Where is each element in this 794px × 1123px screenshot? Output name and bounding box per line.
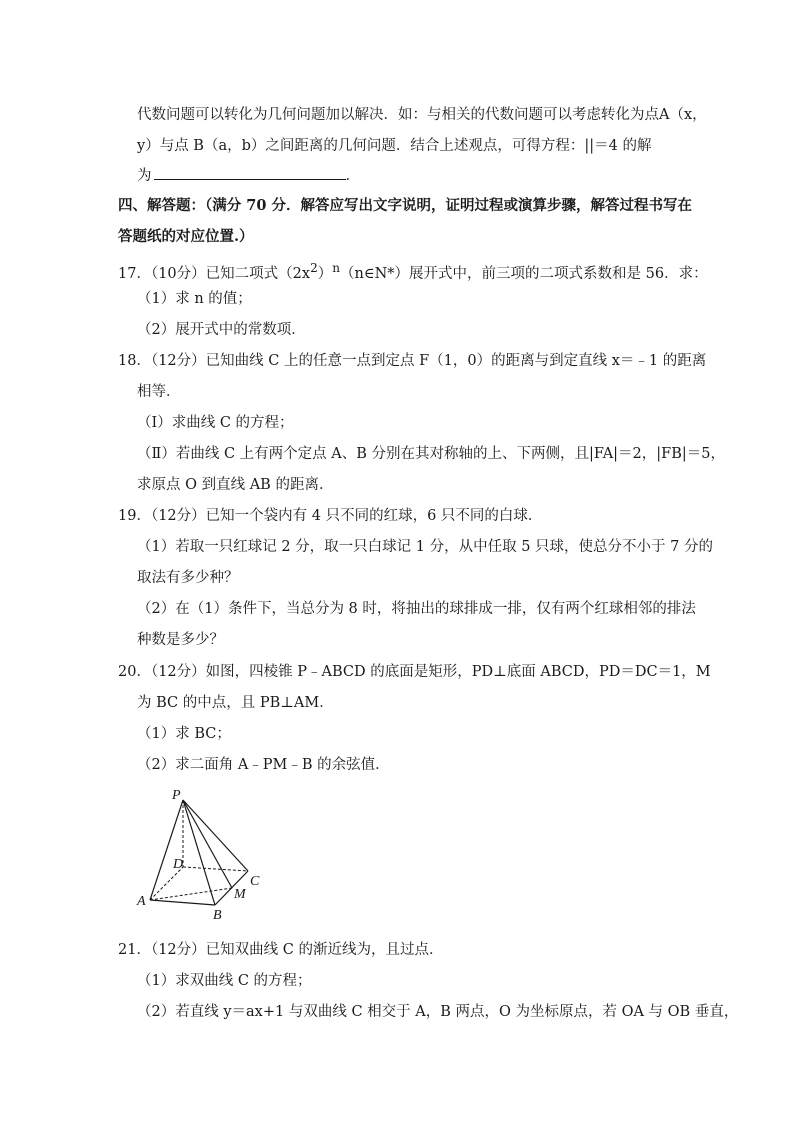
q17-sup-n: n [332, 261, 341, 275]
label-a: A [137, 894, 146, 909]
intro-line-3-prefix: 为 [137, 168, 152, 184]
section-heading-line-2: 答题纸的对应位置.） [118, 228, 254, 245]
answer-blank [154, 165, 346, 180]
q20-part-2: （2）求二面角 A﹣PM﹣B 的余弦值． [137, 757, 390, 773]
edge-pa [150, 800, 183, 900]
q19-part-2-line-1: （2）在（1）条件下，当总分为 8 时，将抽出的球排成一排，仅有两个红球相邻的排法 [137, 601, 696, 617]
label-d: D [173, 857, 184, 872]
edge-pb [183, 800, 215, 905]
section-heading-line-1: 四、解答题：（满分 70 分．解答应写出文字说明，证明过程或演算步骤，解答过程书写在 [118, 197, 693, 214]
edge-dc-hidden [183, 867, 248, 871]
intro-line-1: 代数问题可以转化为几何问题加以解决．如：与相关的代数问题可以考虑转化为点A（x， [137, 107, 707, 123]
intro-line-3-suffix: ． [345, 168, 360, 184]
q21-part-2: （2）若直线 y＝ax+1 与双曲线 C 相交于 A，B 两点，O 为坐标原点，若 OA 与 OB 垂直， [137, 1004, 739, 1020]
q20-stem-line-1: 20．（12分）如图，四棱锥 P﹣ABCD 的底面是矩形，PD⊥底面 ABCD，PD＝DC＝1，M [118, 664, 711, 680]
q19-part-2-line-2: 种数是多少？ [137, 632, 224, 648]
pyramid-figure [130, 785, 280, 925]
q19-stem: 19．（12分）已知一个袋内有 4 只不同的红球，6 只不同的白球． [118, 508, 543, 524]
q19-part-1-line-1: （1）若取一只红球记 2 分，取一只白球记 1 分，从中任取 5 只球，使总分不小于 7 分的 [137, 539, 713, 555]
edge-am-hidden [150, 888, 232, 900]
q18-stem-line-2: 相等． [137, 384, 181, 400]
q20-part-1: （1）求 BC； [137, 726, 231, 742]
q19-part-1-line-2: 取法有多少种？ [137, 570, 239, 586]
label-b: B [213, 908, 222, 923]
q21-stem: 21．（12分）已知双曲线 C 的渐近线为，且过点． [118, 942, 444, 958]
intro-line-3 [137, 165, 360, 186]
edge-ab [150, 900, 215, 905]
q17-stem-a: 17．（10分）已知二项式（2x [118, 265, 311, 282]
q21-part-1: （1）求双曲线 C 的方程； [137, 973, 312, 989]
q18-part-2-line-1: （Ⅱ）若曲线 C 上有两个定点 A、B 分别在其对称轴的上、下两侧，且|FA|＝2，|FB|＝5， [137, 446, 725, 462]
q17-stem-c: （n∈N*）展开式中，前三项的二项式系数和是 56．求： [340, 265, 708, 282]
label-p: P [172, 788, 181, 803]
q17-stem-b: ） [317, 265, 333, 282]
label-c: C [250, 874, 260, 889]
q18-stem-line-1: 18．（12分）已知曲线 C 上的任意一点到定点 F（1，0）的距离与到定直线 x＝﹣1 的距离 [118, 353, 707, 369]
q17-part-2: （2）展开式中的常数项． [137, 322, 306, 338]
edge-pc [183, 800, 248, 871]
q20-stem-line-2: 为 BC 的中点，且 PB⊥AM． [137, 695, 334, 711]
q17-stem [118, 258, 708, 284]
edge-pm [183, 800, 232, 888]
q17-part-1: （1）求 n 的值； [137, 291, 252, 307]
q17-sup-2: 2 [310, 261, 318, 275]
q18-part-2-line-2: 求原点 O 到直线 AB 的距离． [137, 477, 334, 493]
q18-part-1: （Ⅰ）求曲线 C 的方程； [137, 415, 294, 431]
label-m: M [234, 887, 246, 902]
intro-line-2: y）与点 B（a，b）之间距离的几何问题．结合上述观点，可得方程：||＝4 的解 [137, 138, 652, 154]
